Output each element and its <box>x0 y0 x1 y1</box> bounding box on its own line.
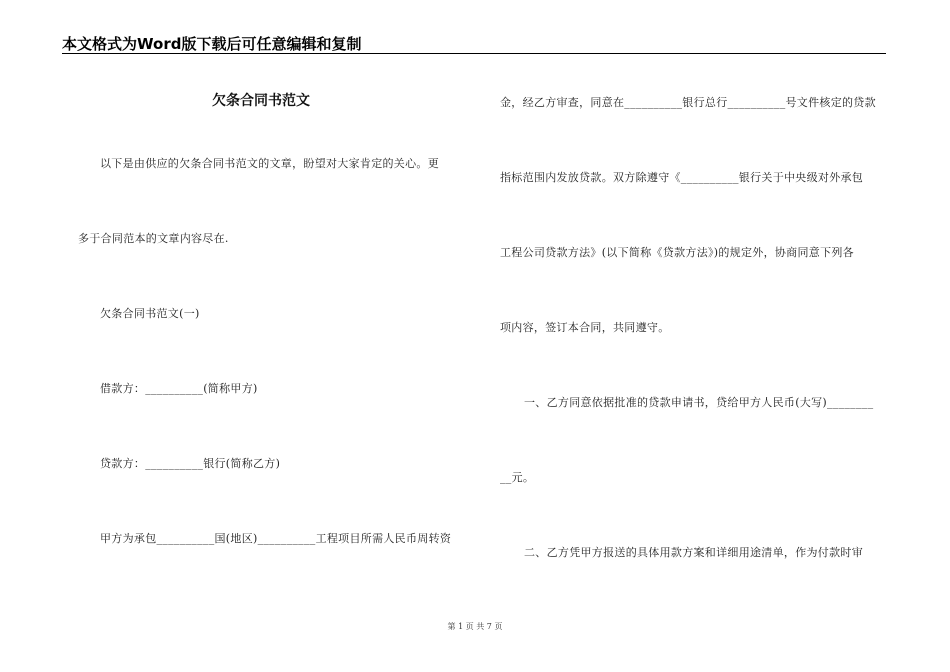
page-footer: 第 1 页 共 7 页 <box>447 622 503 631</box>
clause-line: 一、乙方同意依据批准的贷款申请书，贷给甲方人民币(大写)________ <box>524 396 874 409</box>
section-heading: 欠条合同书范文(一) <box>100 307 200 320</box>
banner-divider <box>62 53 886 54</box>
clause-line: 二、乙方凭甲方报送的具体用款方案和详细用途清单，作为付款时审 <box>524 546 863 559</box>
paragraph-line: 多于合同范本的文章内容尽在. <box>78 232 229 245</box>
download-banner: 本文格式为Word版下载后可任意编辑和复制 <box>62 35 362 53</box>
paragraph-line: 以下是由供应的欠条合同书范文的文章，盼望对大家肯定的关心。更 <box>100 157 439 170</box>
document-title: 欠条合同书范文 <box>212 93 310 109</box>
paragraph-line: 甲方为承包__________国(地区)__________工程项目所需人民币周转资 <box>100 532 452 545</box>
paragraph-line: 工程公司贷款方法》(以下简称《贷款方法》)的规定外，协商同意下列各 <box>500 246 854 259</box>
lender-line: 贷款方：__________银行(简称乙方) <box>100 457 281 470</box>
paragraph-line: 金，经乙方审查，同意在__________银行总行__________号文件核定的贷款 <box>500 96 876 109</box>
paragraph-line: __元。 <box>500 471 535 484</box>
borrower-line: 借款方：__________(简称甲方) <box>100 382 258 395</box>
paragraph-line: 项内容，签订本合同，共同遵守。 <box>500 321 670 334</box>
paragraph-line: 指标范围内发放贷款。双方除遵守《__________银行关于中央级对外承包 <box>500 171 864 184</box>
